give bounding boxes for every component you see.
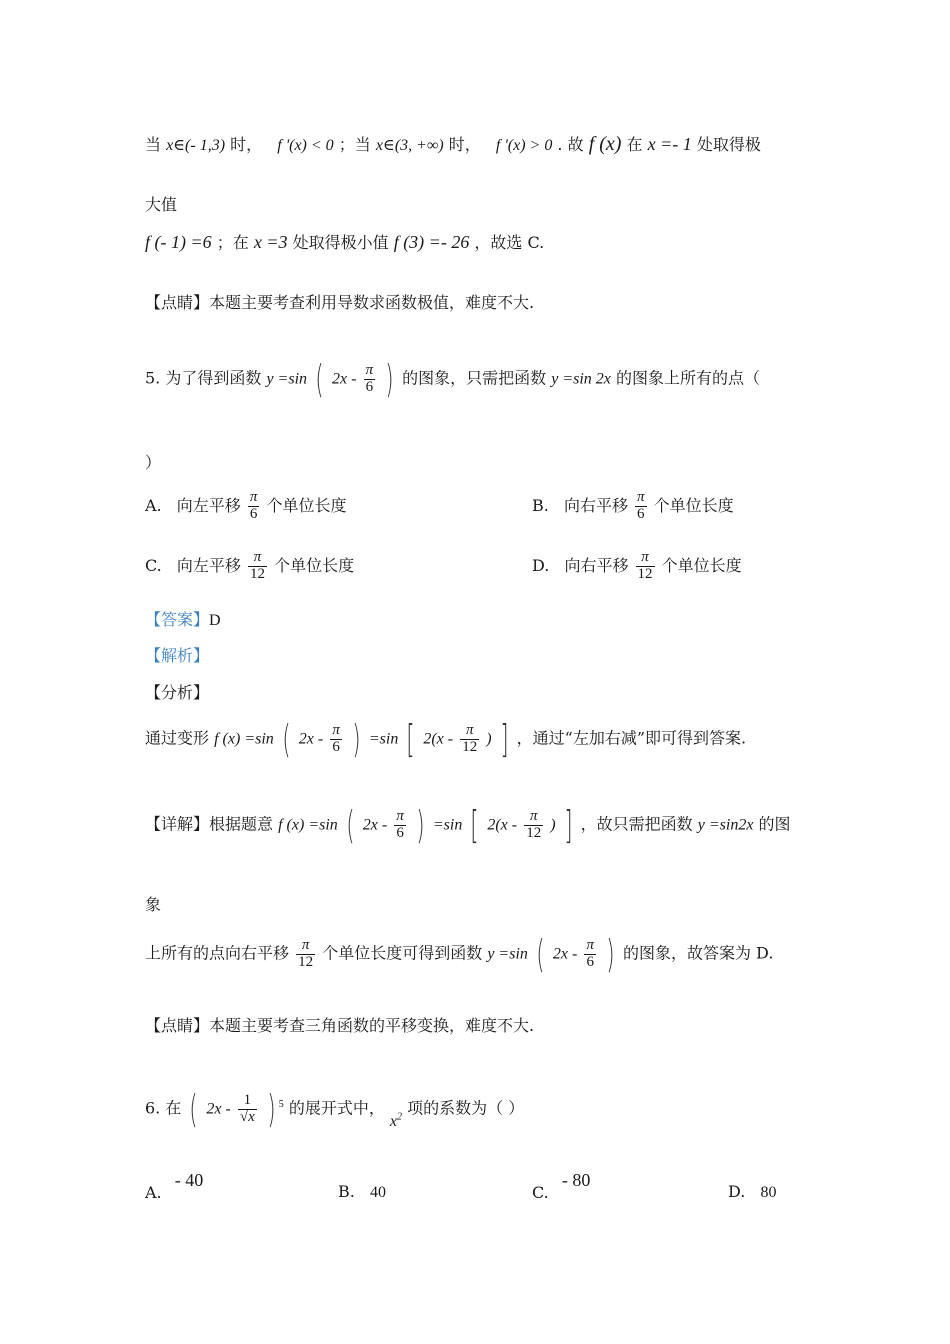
math-expr: $x^2$ (389, 1111, 403, 1130)
option-label: B. (338, 1182, 355, 1201)
fraction: $\frac{\pi}{6}$ (365, 361, 374, 395)
option-a-q6[interactable] (145, 1170, 204, 1202)
exponent: 5 (278, 1099, 284, 1111)
fraction: $\frac{\pi}{12}$ (249, 549, 265, 582)
fraction: $\frac{1}{√x}$ (239, 1091, 255, 1125)
math-expr: y =sin (487, 945, 528, 963)
text: 的图象上所有的点（ (615, 368, 760, 388)
option-value: - 80 (561, 1170, 591, 1190)
text: 在 (626, 135, 643, 154)
text: ，通过“左加右减”即可得到答案. (516, 728, 747, 748)
option-label: D. (728, 1182, 746, 1201)
right-paren: ) (385, 357, 394, 401)
left-bracket: [ (470, 803, 479, 847)
math-expr: =sin (432, 816, 463, 834)
text: 个单位长度 (661, 555, 742, 575)
analysis-tag: 【解析】 (145, 646, 210, 665)
text: ；在 (216, 233, 249, 252)
detail-line (145, 803, 791, 847)
left-paren: ( (536, 932, 545, 976)
question-5-stem (145, 357, 760, 401)
option-b[interactable] (532, 490, 734, 523)
math-expr: f (- 1) =6 (145, 232, 212, 252)
text: 时， (448, 135, 481, 154)
option-value: 40 (369, 1184, 386, 1201)
point-summary-4: 【点睛】本题主要考查利用导数求函数极值，难度不大. (145, 293, 535, 312)
option-label: A. (145, 1183, 162, 1202)
answer-value: D (209, 612, 221, 629)
math-expr: f (x) =sin (214, 730, 274, 748)
text: 【详解】根据题意 (145, 814, 274, 834)
fenxi-tag: 【分析】 (145, 683, 210, 702)
left-paren: ( (282, 717, 291, 761)
detail-line-2: 象 (145, 895, 162, 914)
text: ，故选 C. (474, 233, 545, 252)
math-expr: y =sin2x (697, 816, 754, 834)
right-bracket: ] (500, 717, 509, 761)
text: 项的系数为（ ） (407, 1098, 525, 1118)
right-bracket: ] (564, 803, 573, 847)
math-expr: 2x - (362, 816, 388, 834)
text: 个单位长度 (653, 495, 734, 515)
solution-line-2 (145, 192, 177, 215)
math-expr: =sin (368, 730, 399, 748)
text: 上所有的点向右平移 (145, 943, 290, 963)
text: 6. 在 (145, 1098, 182, 1118)
fraction: $\frac{\pi}{6}$ (586, 936, 594, 970)
text: 向右平移 (564, 555, 629, 575)
text: 的展开式中， (288, 1098, 385, 1118)
math-expr: x∈(3, +∞) (375, 137, 444, 154)
option-a[interactable] (145, 490, 346, 523)
fraction: $\frac{\pi}{12}$ (462, 721, 478, 755)
math-expr: f (x) (588, 133, 622, 155)
option-value: - 40 (174, 1170, 204, 1190)
text: 个单位长度 (266, 495, 347, 515)
fraction: $\frac{\pi}{12}$ (526, 807, 542, 841)
math-expr: 2x - (206, 1100, 231, 1118)
fraction: $\frac{\pi}{6}$ (396, 807, 404, 841)
math-expr: x =- 1 (647, 134, 692, 154)
math-expr: 2x - (332, 370, 357, 388)
option-d-q6[interactable] (728, 1182, 776, 1202)
solution-line-1 (145, 132, 761, 156)
fraction: $\frac{\pi}{12}$ (637, 549, 653, 582)
right-paren: ) (606, 932, 615, 976)
text: 的图 (758, 814, 791, 834)
math-expr: ) (550, 816, 556, 834)
text: 向左平移 (176, 555, 241, 575)
detail-line-3 (145, 932, 774, 976)
text: 个单位长度可得到函数 (322, 943, 483, 963)
math-expr: f (x) =sin (278, 816, 338, 834)
math-expr: f (3) =- 26 (393, 232, 470, 252)
point-summary-5: 【点睛】本题主要考查三角函数的平移变换，难度不大. (145, 1016, 535, 1035)
text: 向左平移 (176, 495, 241, 515)
option-c-q6[interactable] (532, 1170, 591, 1202)
text: 的图象，故答案为 D. (622, 943, 774, 963)
math-expr: f '(x) < 0 (277, 137, 334, 154)
fraction: $\frac{\pi}{6}$ (332, 721, 340, 755)
fraction: $\frac{\pi}{6}$ (249, 489, 258, 522)
option-label: C. (145, 555, 162, 575)
left-paren: ( (346, 803, 355, 847)
question-6-stem (145, 1087, 525, 1131)
fraction: $\frac{\pi}{12}$ (298, 936, 314, 970)
math-expr: y =sin (266, 370, 308, 388)
text: 个单位长度 (274, 555, 355, 575)
text: . 故 (557, 135, 584, 154)
left-paren: ( (189, 1087, 198, 1131)
right-paren: ) (416, 803, 425, 847)
math-expr: ) (486, 730, 492, 748)
fraction: $\frac{\pi}{6}$ (637, 489, 645, 522)
left-paren: ( (315, 357, 324, 401)
text: ；当 (338, 135, 371, 154)
math-expr: 2(x - (487, 816, 518, 834)
option-b-q6[interactable] (338, 1182, 386, 1202)
math-expr: x =3 (253, 232, 288, 252)
text: 大值 (145, 195, 178, 214)
math-expr: 2x - (298, 730, 324, 748)
option-d[interactable] (532, 550, 742, 583)
fenxi-line (145, 717, 747, 761)
text: 当 (145, 135, 162, 154)
text: ，故只需把函数 (580, 814, 693, 834)
option-label: A. (145, 495, 162, 515)
answer-line (145, 607, 221, 630)
text: 处取得极 (696, 135, 761, 154)
math-expr: x∈(- 1,3) (166, 137, 226, 154)
option-c[interactable] (145, 550, 354, 583)
text: 向右平移 (563, 495, 628, 515)
math-expr: y =sin 2x (551, 370, 611, 388)
math-expr: 2x - (552, 945, 578, 963)
question-5-close: ） (145, 453, 162, 472)
answer-tag: 【答案】 (145, 610, 210, 629)
right-paren: ) (352, 717, 361, 761)
math-expr: 2(x - (423, 730, 454, 748)
solution-line-3 (145, 230, 544, 253)
option-label: C. (532, 1183, 549, 1202)
text: 通过变形 (145, 728, 210, 748)
right-paren: ) (267, 1087, 276, 1131)
option-value: 80 (760, 1184, 777, 1201)
text: 的图象，只需把函数 (402, 368, 547, 388)
option-label: B. (532, 495, 549, 515)
math-expr: f '(x) > 0 (495, 137, 553, 154)
left-bracket: [ (406, 717, 415, 761)
text: 处取得极小值 (292, 233, 389, 252)
text: 5. 为了得到函数 (145, 368, 262, 388)
option-label: D. (532, 555, 550, 575)
text: 时， (230, 135, 263, 154)
